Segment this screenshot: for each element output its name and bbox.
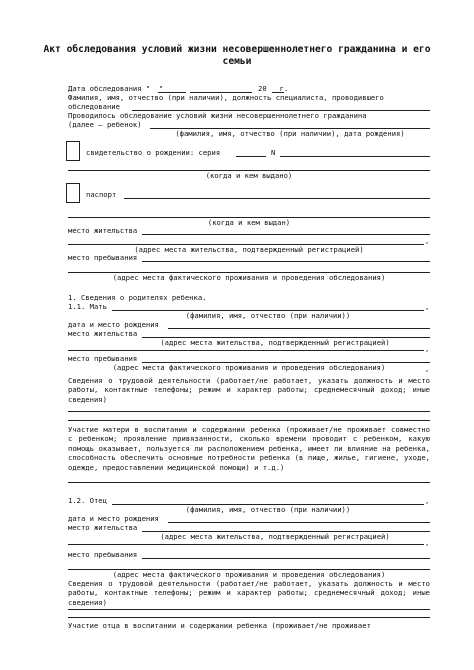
- child-stay-label: место пребывания: [68, 253, 138, 262]
- mother-fio-caption: (фамилия, имя, отчество (при наличии)): [185, 311, 351, 320]
- comma: ,: [425, 236, 430, 245]
- father-work-text: Сведения о трудовой деятельности (работает/не работает, указать должность и место работы, контактные телефоны; режим и характер работы; среднемесячный доход; иные сведения): [68, 579, 430, 607]
- father-residence-label: место жительства: [68, 523, 138, 532]
- date-year-label: 20 г.: [258, 84, 289, 93]
- section-1-1-heading: 1.1. Мать: [68, 302, 107, 311]
- mother-participation-text: Участие матери в воспитании и содержании ребенка (проживает/не проживает совместно с ребенком; проявление привязанности, сколько времени проводит с ребенком, какую помощь оказывает, пользуется ли расположением ребенка, имеет ли влияние на ребенка, способность обеспечить основные потребности ребенка (в пище, жилье, гигиене, уходе, одежде, предоставлении медицинской помощи) и т.д.): [68, 425, 430, 472]
- comma: ,: [425, 496, 430, 505]
- passport-issued-caption: (когда и кем выдан): [207, 218, 291, 227]
- mother-work-line-2[interactable]: [68, 420, 430, 421]
- father-dob-line[interactable]: [168, 522, 430, 523]
- comma: ,: [425, 344, 430, 353]
- document-title-line1: Акт обследования условий жизни несовершеннолетнего гражданина и его: [43, 44, 431, 55]
- actual-address-caption: (адрес места фактического проживания и проведения обследования): [112, 273, 386, 282]
- father-participation-text: Участие отца в воспитании и содержании ребенка (проживает/не проживает: [68, 621, 371, 630]
- father-work-line-1[interactable]: [68, 609, 430, 610]
- passport-label: паспорт: [86, 190, 117, 199]
- child-residence-label: место жительства: [68, 226, 138, 235]
- cert-issued-caption: (когда и кем выдано): [205, 171, 293, 180]
- child-stay-line[interactable]: [142, 261, 430, 262]
- date-label: Дата обследования " ": [68, 84, 164, 93]
- section-1-2-heading: 1.2. Отец: [68, 496, 107, 505]
- mother-residence-caption: (адрес места жительства, подтвержденный регистрацией): [160, 338, 390, 347]
- father-fio-caption: (фамилия, имя, отчество (при наличии)): [185, 505, 351, 514]
- father-actual-caption: (адрес места фактического проживания и проведения обследования): [112, 570, 386, 579]
- survey-label: обследование: [68, 102, 120, 111]
- mother-dob-line[interactable]: [168, 328, 430, 329]
- mother-actual-caption: (адрес места фактического проживания и проведения обследования): [112, 363, 386, 372]
- birth-cert-checkbox[interactable]: [66, 141, 80, 161]
- mother-residence-line-2[interactable]: [68, 350, 424, 351]
- father-stay-label: место пребывания: [68, 550, 138, 559]
- father-work-line-2[interactable]: [68, 617, 430, 618]
- number-sign: N: [271, 148, 276, 157]
- mother-dob-label: дата и место рождения: [68, 320, 159, 329]
- passport-line[interactable]: [124, 198, 430, 199]
- birth-cert-label: свидетельство о рождении: серия: [86, 148, 221, 157]
- specialist-label: Фамилия, имя, отчество (при наличии), должность специалиста, проводившего: [68, 93, 384, 102]
- conducted-label: Проводилось обследование условий жизни несовершеннолетнего гражданина: [68, 111, 367, 120]
- document-title-line2: семьи: [222, 56, 252, 67]
- mother-residence-label: место жительства: [68, 329, 138, 338]
- section-1-heading: 1. Сведения о родителях ребенка.: [68, 293, 207, 302]
- passport-checkbox[interactable]: [66, 183, 80, 203]
- cert-number-line[interactable]: [280, 156, 430, 157]
- mother-stay-label: место пребывания: [68, 354, 138, 363]
- child-label: (далее – ребенок): [68, 120, 142, 129]
- child-fio-caption: (фамилия, имя, отчество (при наличии), дата рождения): [175, 129, 405, 138]
- father-residence-caption: (адрес места жительства, подтвержденный регистрацией): [160, 532, 390, 541]
- comma: ,: [425, 538, 430, 547]
- mother-work-text: Сведения о трудовой деятельности (работает/не работает, указать должность и место работы, контактные телефоны; режим и характер работы; среднемесячный доход; иные сведения): [68, 376, 430, 404]
- residence-caption: (адрес места жительства, подтвержденный регистрацией): [134, 245, 364, 254]
- father-stay-line[interactable]: [142, 558, 430, 559]
- mother-participation-line-1[interactable]: [68, 482, 430, 483]
- mother-work-line-1[interactable]: [68, 411, 430, 412]
- comma: ,: [425, 364, 430, 373]
- father-dob-label: дата и место рождения: [68, 514, 159, 523]
- child-residence-line[interactable]: [142, 234, 430, 235]
- father-residence-line-2[interactable]: [68, 544, 424, 545]
- cert-series-line[interactable]: [236, 156, 266, 157]
- comma: ,: [425, 302, 430, 311]
